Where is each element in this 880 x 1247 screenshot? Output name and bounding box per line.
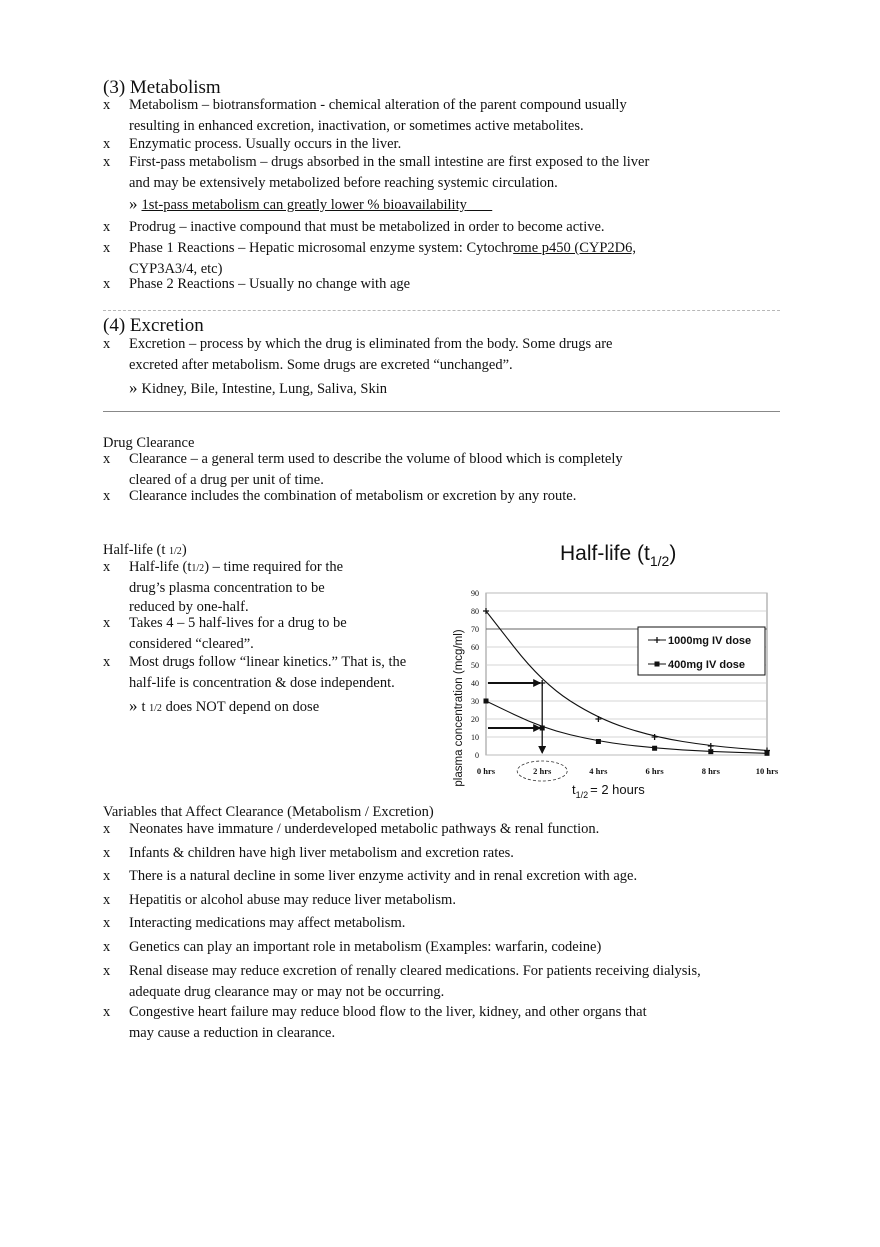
- chart-title: Half-life $(t_{1/2})$: [560, 542, 677, 569]
- y-tick-label: 80: [471, 607, 479, 616]
- variable-item-1: [103, 819, 783, 840]
- bullet-text: Renal disease may reduce excretion of renally cleared medications. For patients receiving dialysis,: [129, 963, 701, 979]
- clearance-bullet-2: [103, 486, 743, 507]
- bullet-text: Metabolism – biotransformation - chemical alteration of the parent compound usually: [129, 97, 627, 113]
- bullet-text: Excretion – process by which the drug is eliminated from the body. Some drugs are: [129, 336, 613, 352]
- bullet-text-cont: may cause a reduction in clearance.: [129, 1025, 336, 1041]
- variable-item-2: [103, 843, 783, 864]
- clearance-bullet-1: [103, 449, 743, 491]
- bullet-marker: x: [103, 892, 111, 908]
- metabolism-bullet-4: [103, 217, 743, 238]
- y-tick-label: 20: [471, 715, 479, 724]
- bullet-text: Phase 2 Reactions – Usually no change with age: [129, 276, 411, 292]
- variable-item-4: [103, 890, 783, 911]
- bullet-text: Most drugs follow “linear kinetics.” That is, the: [129, 654, 407, 670]
- bullet-text-cont: resulting in enhanced excretion, inactivation, or sometimes active metabolites.: [129, 118, 584, 134]
- bullet-marker: x: [103, 821, 111, 837]
- y-tick-label: 90: [471, 589, 479, 598]
- chevron-icon: »: [129, 696, 138, 715]
- halflife-heading: Half-life (t 1/2): [103, 542, 187, 558]
- y-tick-label: 70: [471, 625, 479, 634]
- data-point: [652, 746, 657, 751]
- y-tick-label: 10: [471, 733, 479, 742]
- bullet-text-cont: cleared of a drug per unit of time.: [129, 472, 324, 488]
- bullet-text: Clearance includes the combination of metabolism or excretion by any route.: [129, 488, 577, 504]
- excretion-heading: (4) Excretion: [103, 315, 204, 336]
- bullet-text: Hepatitis or alcohol abuse may reduce liver metabolism.: [129, 892, 456, 908]
- data-point: [708, 743, 714, 749]
- excretion-bullet-1: [103, 334, 743, 376]
- variable-item-8: [103, 1002, 783, 1044]
- bullet-marker: x: [103, 845, 111, 861]
- data-point: [484, 699, 489, 704]
- variable-item-6: [103, 937, 783, 958]
- bullet-marker: x: [103, 615, 111, 631]
- bullet-text-cont: adequate drug clearance may or may not be occurring.: [129, 984, 445, 1000]
- bullet-text: Takes 4 – 5 half-lives for a drug to be: [129, 615, 347, 631]
- bullet-marker: x: [103, 136, 111, 152]
- variables-heading: Variables that Affect Clearance (Metabolism / Excretion): [103, 804, 434, 820]
- bullet-text-cont: considered “cleared”.: [129, 636, 254, 652]
- x-tick-label: 10 hrs: [755, 766, 779, 776]
- excretion-routes-subpoint: [129, 378, 387, 399]
- bullet-marker: x: [103, 276, 111, 292]
- legend-label: 400mg IV dose: [668, 659, 746, 671]
- bullet-marker: x: [103, 868, 111, 884]
- clearance-heading: Drug Clearance: [103, 435, 195, 451]
- y-axis-label: plasma concentration (mcg/ml): [453, 629, 465, 787]
- x-tick-label: 8 hrs: [701, 766, 720, 776]
- legend: [638, 627, 765, 675]
- bullet-marker: x: [103, 1004, 111, 1020]
- y-tick-label: 30: [471, 697, 479, 706]
- dose-independence-subpoint: » t 1/2 does NOT depend on dose: [129, 696, 320, 715]
- bullet-text: Enzymatic process. Usually occurs in the liver.: [129, 136, 402, 152]
- bullet-text: Half-life (t1/2) – time required for the: [129, 559, 344, 575]
- chevron-icon: »: [129, 194, 138, 213]
- subpoint-text: Kidney, Bile, Intestine, Lung, Saliva, Skin: [141, 381, 388, 397]
- data-point: [595, 716, 601, 722]
- metabolism-bullet-6: [103, 274, 743, 295]
- legend-marker: [655, 662, 660, 667]
- halflife-bullet-1: [103, 557, 433, 619]
- bullet-text-cont: drug’s plasma concentration to be: [129, 580, 325, 596]
- metabolism-bullet-1: [103, 95, 743, 137]
- y-tick-label: 60: [471, 643, 479, 652]
- bullet-text: Congestive heart failure may reduce blood flow to the liver, kidney, and other organs that: [129, 1004, 647, 1020]
- bullet-marker: x: [103, 97, 111, 113]
- y-tick-label: 40: [471, 679, 479, 688]
- halflife-bullet-3: [103, 652, 443, 694]
- subpoint-text: 1st-pass metabolism can greatly lower % bioavailability: [141, 197, 467, 213]
- bullet-text-cont: and may be extensively metabolized before reaching systemic circulation.: [129, 175, 558, 191]
- halflife-chart: [440, 530, 800, 808]
- bullet-text: Interacting medications may affect metabolism.: [129, 915, 406, 931]
- metabolism-heading: (3) Metabolism: [103, 77, 221, 98]
- bullet-marker: x: [103, 219, 111, 235]
- half-life-arrows: [488, 683, 542, 753]
- x-tick-labels: [477, 761, 779, 781]
- bullet-text-cont: excreted after metabolism. Some drugs are excreted “unchanged”.: [129, 357, 513, 373]
- halflife-bullet-2: [103, 613, 433, 655]
- bullet-marker: x: [103, 559, 111, 575]
- x-tick-label: 6 hrs: [645, 766, 664, 776]
- legend-label: 1000mg IV dose: [668, 635, 752, 647]
- bullet-marker: x: [103, 654, 111, 670]
- bullet-text: Genetics can play an important role in metabolism (Examples: warfarin, codeine): [129, 939, 602, 955]
- data-point: [708, 749, 713, 754]
- bullet-text-cont: CYP3A3/4, etc): [129, 261, 223, 277]
- first-pass-subpoint: [129, 194, 492, 215]
- x-tick-label: 2 hrs: [533, 766, 552, 776]
- bullet-text: First-pass metabolism – drugs absorbed in the small intestine are first exposed to the liver: [129, 154, 650, 170]
- variable-item-7: [103, 961, 803, 1003]
- bullet-marker: x: [103, 488, 111, 504]
- y-tick-labels: [471, 589, 479, 760]
- variable-item-3: [103, 866, 783, 887]
- bullet-text-cont: half-life is concentration & dose independent.: [129, 675, 395, 691]
- x-tick-label: 0 hrs: [476, 766, 496, 776]
- bullet-text: Infants & children have high liver metabolism and excretion rates.: [129, 845, 514, 861]
- bullet-marker: x: [103, 154, 111, 170]
- bullet-text: Phase 1 Reactions – Hepatic microsomal enzyme system: Cytochrome p450 (CYP2D6,: [129, 240, 637, 256]
- section-divider: [103, 411, 780, 412]
- section-divider: [103, 310, 780, 311]
- bullet-marker: x: [103, 336, 111, 352]
- bullet-marker: x: [103, 240, 111, 256]
- bullet-text-cont: reduced by one-half.: [129, 599, 249, 615]
- data-point: [765, 751, 770, 756]
- metabolism-bullet-3: [103, 152, 783, 194]
- x-tick-label: 4 hrs: [589, 766, 608, 776]
- y-tick-label: 0: [475, 751, 479, 760]
- bullet-marker: x: [103, 939, 111, 955]
- bullet-text: There is a natural decline in some liver enzyme activity and in renal excretion with age.: [129, 868, 638, 884]
- chevron-icon: »: [129, 378, 138, 397]
- bullet-marker: x: [103, 451, 111, 467]
- x-axis-label: $t_{1/2} = 2$ hours: [572, 782, 645, 800]
- bullet-text: Prodrug – inactive compound that must be metabolized in order to become active.: [129, 219, 605, 235]
- bullet-marker: x: [103, 915, 111, 931]
- data-point: [596, 739, 601, 744]
- variable-item-5: [103, 913, 783, 934]
- y-tick-label: 50: [471, 661, 479, 670]
- bullet-text: Clearance – a general term used to describe the volume of blood which is completely: [129, 451, 623, 467]
- bullet-text: Neonates have immature / underdeveloped metabolic pathways & renal function.: [129, 821, 600, 837]
- bullet-marker: x: [103, 963, 111, 979]
